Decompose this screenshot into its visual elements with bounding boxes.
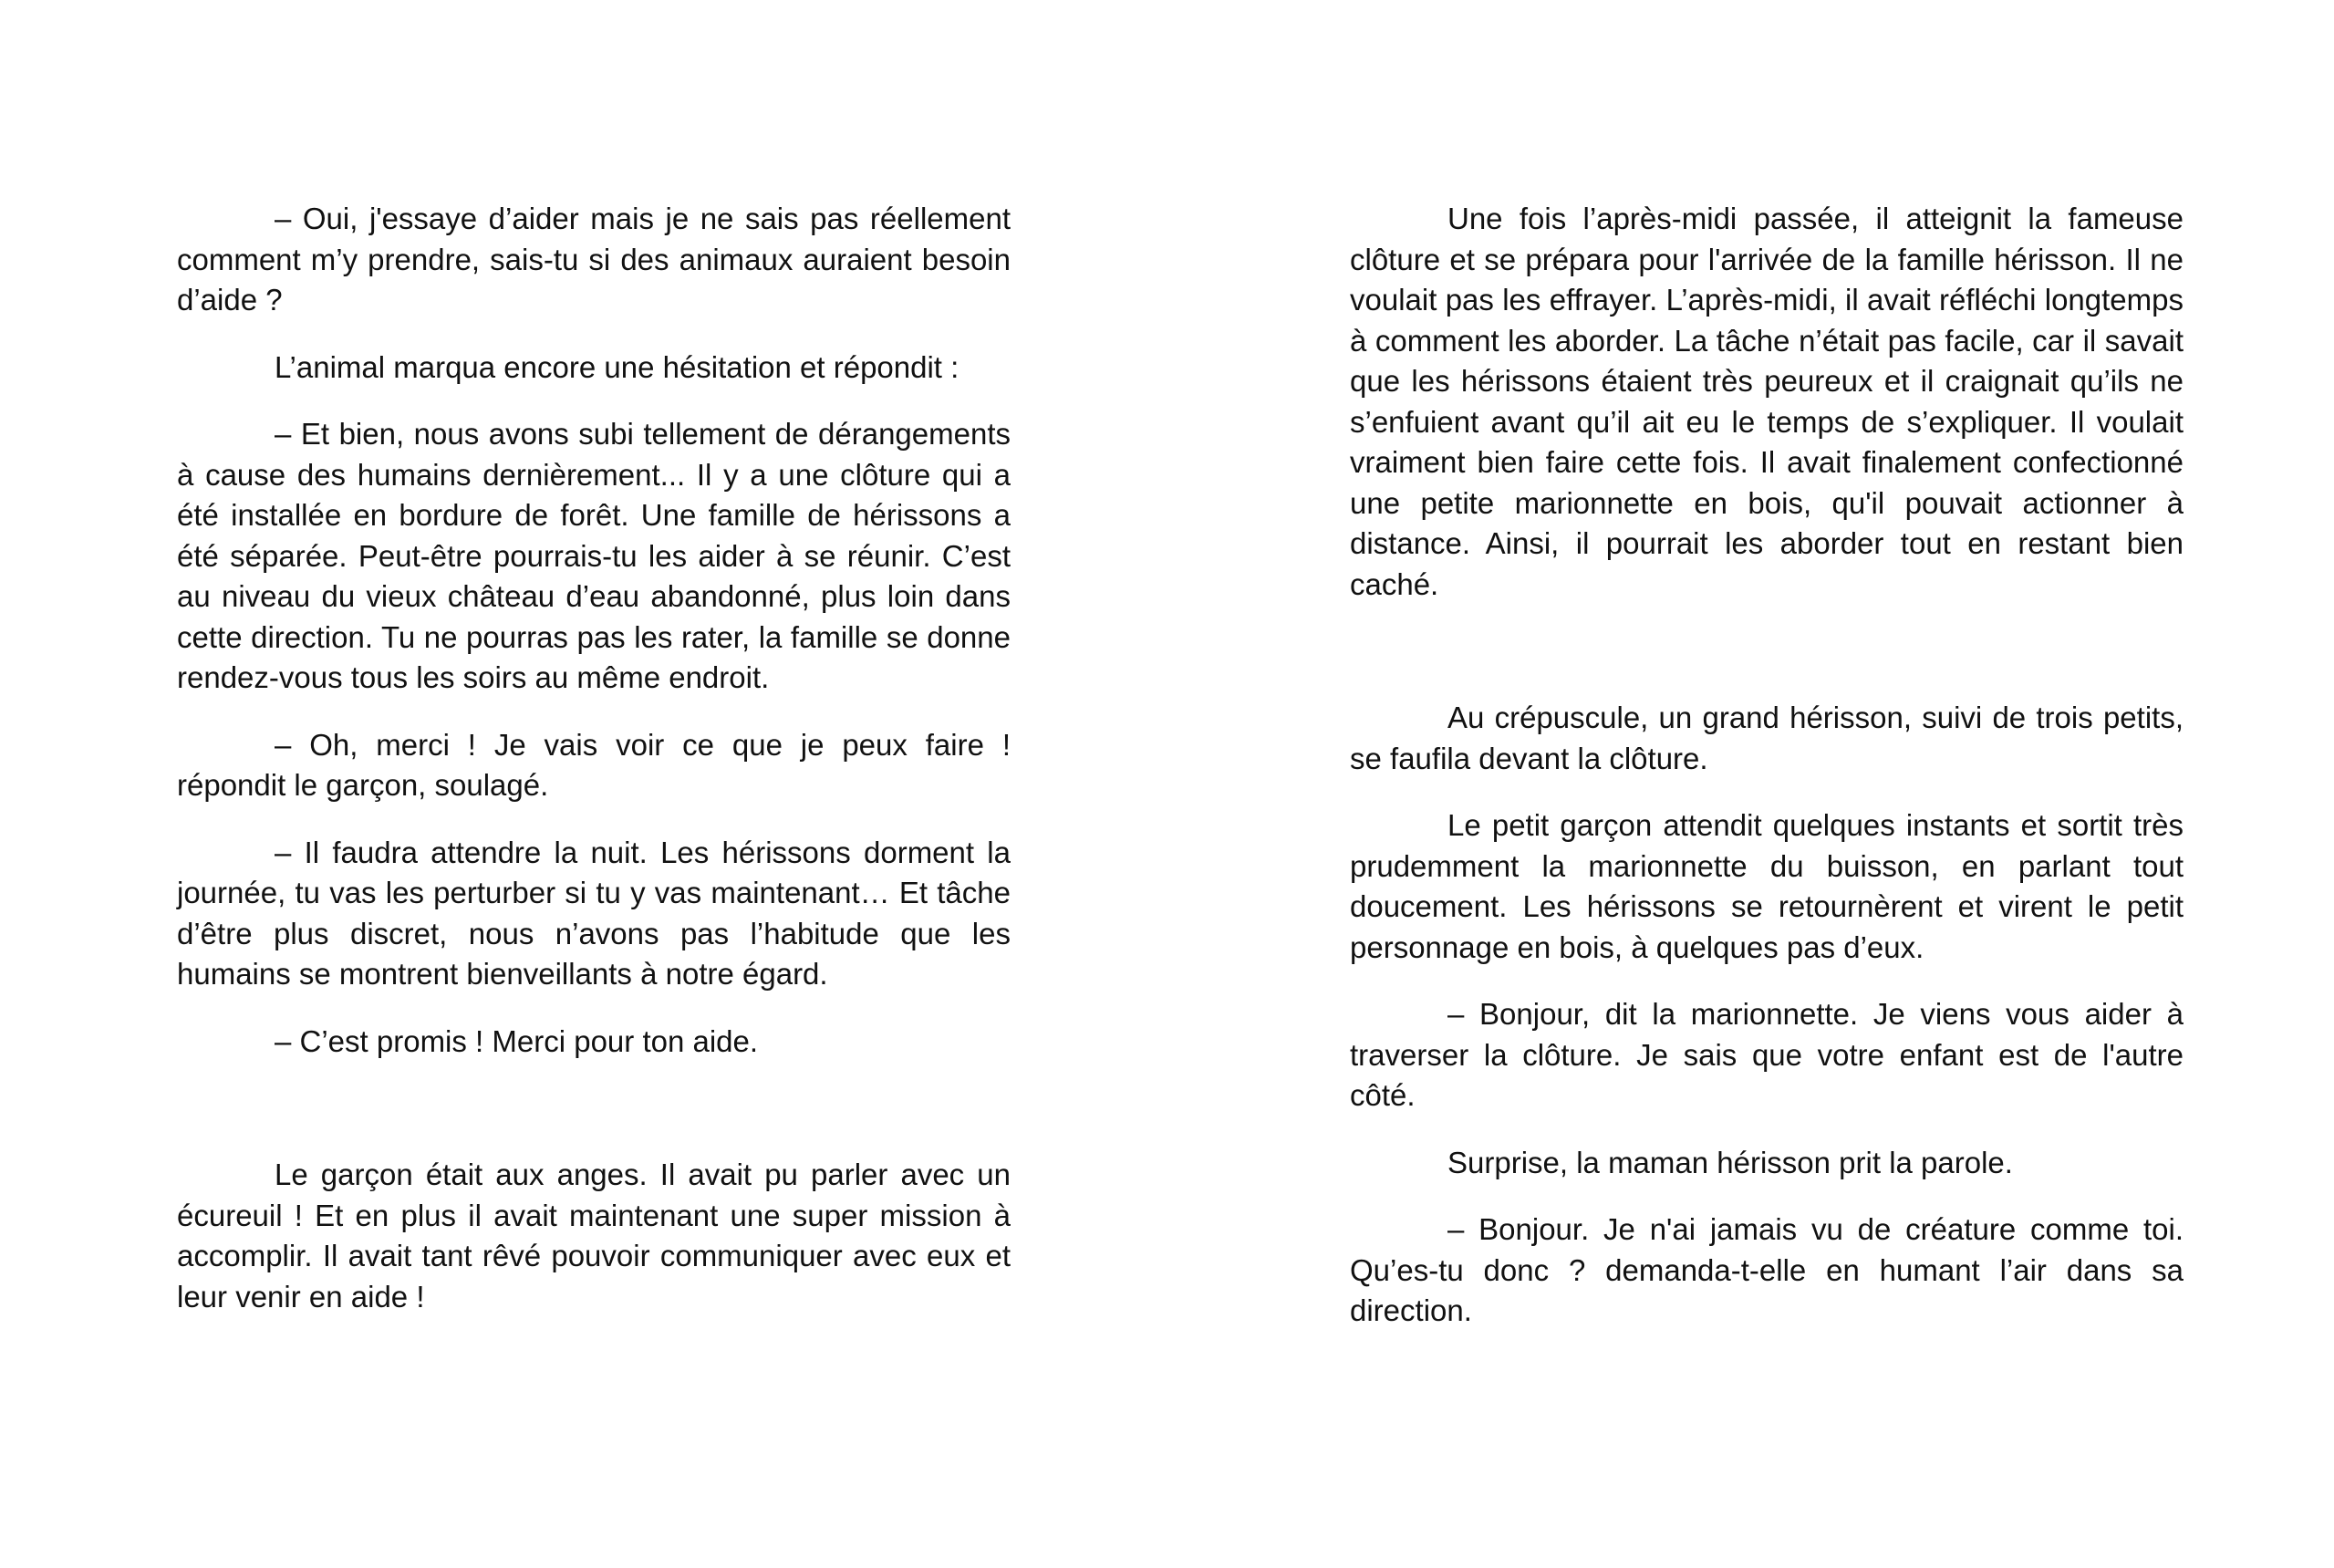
paragraph: Le petit garçon attendit quelques instants et sortit très prudemment la marionnette du buisson, en parlant tout doucement. Les hérissons se retournèrent et virent le petit personnage en bois, à quelques pas d’eux. bbox=[1350, 808, 2184, 964]
paragraph: Une fois l’après-midi passée, il atteignit la fameuse clôture et se prépara pour l'arrivée de la famille hérisson. Il ne voulait pas les effrayer. L’après-midi, il avait réfléchi longtemps à comment les aborder. La tâche n’était pas facile, car il savait que les hérissons étaient très peureux et il craignait qu’ils ne s’enfuient avant qu’il ait eu le temps de s’expliquer. Il voulait vraiment bien faire cette fois. Il avait finalement confectionné une petite marionnette en bois, qu'il pouvait actionner à distance. Ainsi, il pourrait les aborder tout en restant bien caché. bbox=[1350, 202, 2184, 601]
paragraph: – Bonjour, dit la marionnette. Je viens vous aider à traverser la clôture. Je sais que votre enfant est de l'autre côté. bbox=[1350, 997, 2184, 1112]
paragraph: Surprise, la maman hérisson prit la parole. bbox=[1447, 1145, 2013, 1179]
left-page bbox=[177, 199, 1011, 1344]
paragraph: L’animal marqua encore une hésitation et répondit : bbox=[275, 349, 960, 384]
right-page bbox=[1350, 199, 2184, 1358]
paragraph: Le garçon était aux anges. Il avait pu parler avec un écureuil ! Et en plus il avait maintenant une super mission à accomplir. Il avait tant rêvé pouvoir communiquer avec eux et leur venir en aide ! bbox=[177, 1158, 1011, 1314]
section-break bbox=[177, 1088, 1011, 1155]
paragraph: Au crépuscule, un grand hérisson, suivi de trois petits, se faufila devant la clôture. bbox=[1350, 701, 2184, 775]
paragraph: – Oh, merci ! Je vais voir ce que je peux faire ! répondit le garçon, soulagé. bbox=[177, 727, 1011, 802]
paragraph: – Il faudra attendre la nuit. Les hérissons dorment la journée, tu vas les perturber si tu y vas maintenant… Et tâche d’être plus discret, nous n’avons pas l’habitude que les humains se montrent bienveillants à notre égard. bbox=[177, 835, 1011, 991]
paragraph: – Bonjour. Je n'ai jamais vu de créature comme toi. Qu’es-tu donc ? demanda-t-elle en humant l’air dans sa direction. bbox=[1350, 1212, 2184, 1327]
paragraph: – Et bien, nous avons subi tellement de dérangements à cause des humains dernièrement... Il y a une clôture qui a été installée en bordure de forêt. Une famille de hérissons a été séparée. Peut-être pourrais-tu les aider à se réunir. C’est au niveau du vieux château d’eau abandonné, plus loin dans cette direction. Tu ne pourras pas les rater, la famille se donne rendez-vous tous les soirs au même endroit. bbox=[177, 417, 1011, 694]
paragraph: – Oui, j'essaye d’aider mais je ne sais pas réellement comment m’y prendre, sais-tu si des animaux auraient besoin d’aide ? bbox=[177, 202, 1011, 317]
paragraph: – C’est promis ! Merci pour ton aide. bbox=[275, 1023, 759, 1058]
section-break bbox=[1350, 631, 2184, 698]
